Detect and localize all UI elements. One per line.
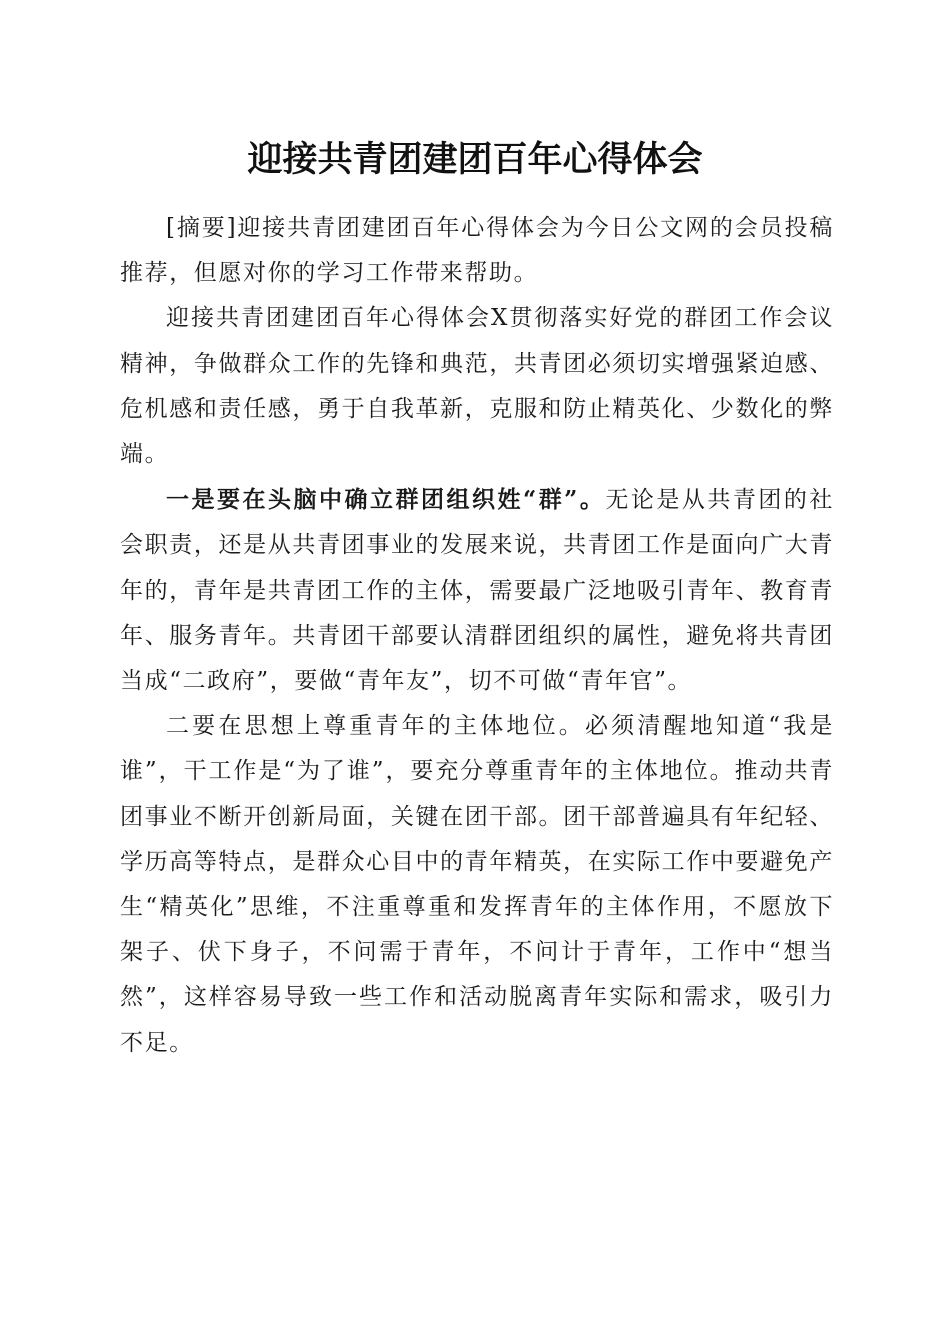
abstract-paragraph: [摘要]迎接共青团建团百年心得体会为今日公文网的会员投稿推荐，但愿对你的学习工作带来帮助。: [120, 215, 834, 287]
document-title: 迎接共青团建团百年心得体会: [247, 139, 703, 180]
intro-paragraph: 迎接共青团建团百年心得体会X贯彻落实好党的群团工作会议精神，争做群众工作的先锋和典范，共青团必须切实增强紧迫感、危机感和责任感，勇于自我革新，克服和防止精英化、少数化的弊端。: [120, 305, 834, 468]
point-one-body: 无论是从共青团的社会职责，还是从共青团事业的发展来说，共青团工作是面向广大青年的，青年是共青团工作的主体，需要最广泛地吸引青年、教育青年、服务青年。共青团干部要认清群团组织的属性，避免将共青团当成“二政府”，要做“青年友”，切不可做“青年官”。: [120, 487, 834, 695]
point-two-paragraph: 二要在思想上尊重青年的主体地位。必须清醒地知道“我是谁”，干工作是“为了谁”，要充分尊重青年的主体地位。推动共青团事业不断开创新局面，关键在团干部。团干部普遍具有年纪轻、学历高等特点，是群众心目中的青年精英，在实际工作中要避免产生“精英化”思维，不注重尊重和发挥青年的主体作用，不愿放下架子、伏下身子，不问需于青年，不问计于青年，工作中“想当然”，这样容易导致一些工作和活动脱离青年实际和需求，吸引力不足。: [120, 713, 834, 1056]
point-one-heading: 一是要在头脑中确立群团组织姓“群”。: [166, 486, 606, 514]
point-one-paragraph: [120, 477, 834, 704]
document-body: [120, 206, 834, 1066]
